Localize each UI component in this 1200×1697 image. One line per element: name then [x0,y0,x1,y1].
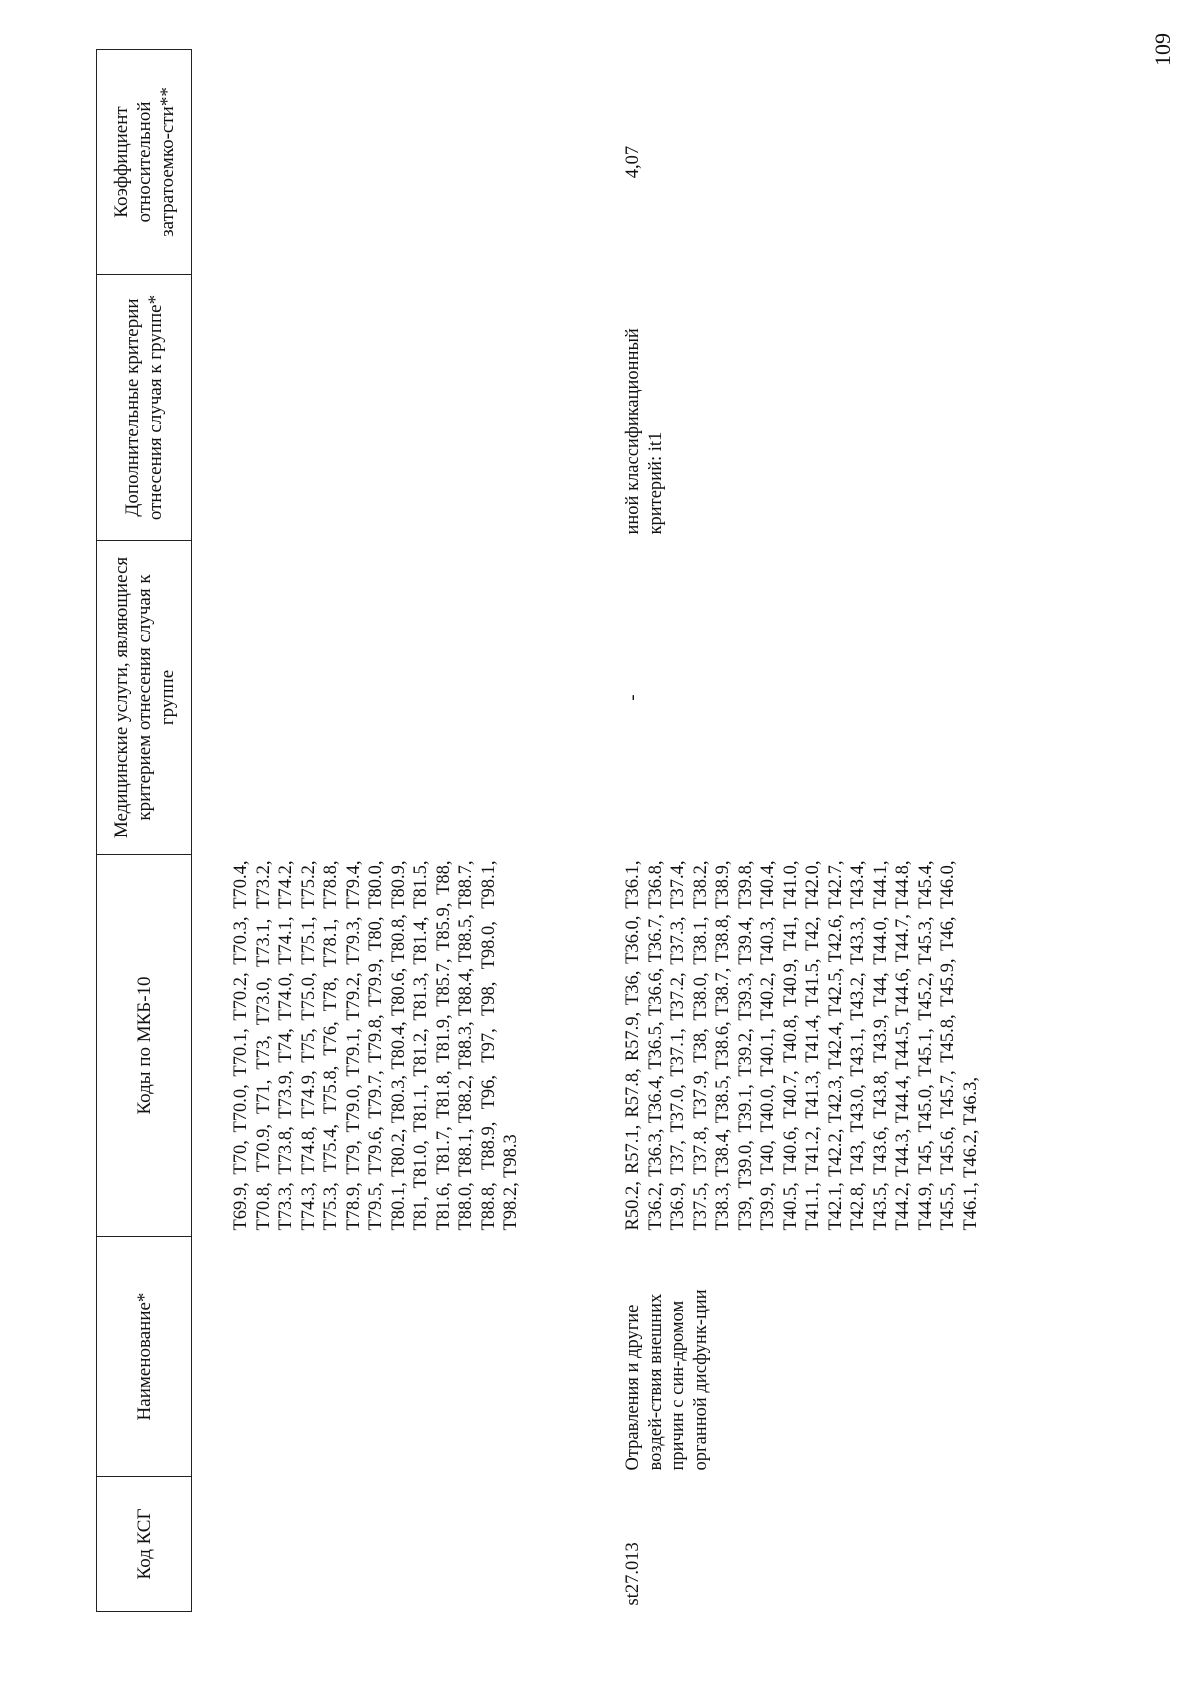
ksg-table [96,49,982,1612]
header-coefficient: Коэффициент относительной затратоемко-сти** [97,50,192,275]
cell-services [192,541,617,855]
cell-coefficient [192,50,617,275]
header-extra-criteria: Дополнительные критерии отнесения случая к группе* [97,275,192,541]
header-name: Наименование* [97,1237,192,1477]
cell-coefficient: 4,07 [623,145,643,179]
header-icd-codes: Коды по МКБ-10 [97,855,192,1237]
cell-name: Отравления и другие воздей-ствия внешних причин с син-дромом органной дисфунк-ции [623,1289,711,1471]
header-ksg-code: Код КСГ [97,1477,192,1612]
header-services: Медицинские услуги, являющиеся критерием отнесения случая к группе [97,541,192,855]
table-row [616,50,982,1612]
cell-icd-codes: T69.9, T70, T70.0, T70.1, T70.2, T70.3, T70.4, T70.8, T70.9, T71, T73, T73.0, T73.1, T73.2, T73.3, T73.8, T73.9, T74, T74.0, T74.1, T74.2, T74.3, T74.8, T74.9, T75, T75.0, T75.1, T75.2, T75.3, T75.4, T75.8, T76, T78, T78.1, T78.8, T78.9, T79, T79.0, T79.1, T79.2, T79.3, T79.4, T79.5, T79.6, T79.7, T79.8, T79.9, T80, T80.0, T80.1, T80.2, T80.3, T80.4, T80.6, T80.8, T80.9, T81, T81.0, T81.1, T81.2, T81.3, T81.4, T81.5, T81.6, T81.7, T81.8, T81.9, T85.7, T85.9, T88, T88.0, T88.1, T88.2, T88.3, T88.4, T88.5, T88.7, T88.8, T88.9, T96, T97, T98, T98.0, T98.1, T98.2, T98.3 [231,860,521,1231]
page-number: 109 [1150,33,1175,66]
cell-extra-criteria: иной классификационный критерий: it1 [623,328,666,535]
rotated-table-area [96,50,1200,1612]
cell-extra-criteria [192,275,617,541]
cell-icd-codes: R50.2, R57.1, R57.8, R57.9, T36, T36.0, T36.1, T36.2, T36.3, T36.4, T36.5, T36.6, T36.7, T36.8, T36.9, T37, T37.0, T37.1, T37.2, T37.3, T37.4, T37.5, T37.8, T37.9, T38, T38.0, T38.1, T38.2, T38.3, T38.4, T38.5, T38.6, T38.7, T38.8, T38.9, T39, T39.0, T39.1, T39.2, T39.3, T39.4, T39.8, T39.9, T40, T40.0, T40.1, T40.2, T40.3, T40.4, T40.5, T40.6, T40.7, T40.8, T40.9, T41, T41.0, T41.1, T41.2, T41.3, T41.4, T41.5, T42, T42.0, T42.1, T42.2, T42.3, T42.4, T42.5, T42.6, T42.7, T42.8, T43, T43.0, T43.1, T43.2, T43.3, T43.4, T43.5, T43.6, T43.8, T43.9, T44, T44.0, T44.1, T44.2, T44.3, T44.4, T44.5, T44.6, T44.7, T44.8, T44.9, T45, T45.0, T45.1, T45.2, T45.3, T45.4, T45.5, T45.6, T45.7, T45.8, T45.9, T46, T46.0, T46.1, T46.2, T46.3, [623,860,981,1231]
table-header-row [97,50,192,1612]
cell-ksg-code [192,1477,617,1612]
cell-ksg-code: st27.013 [623,1542,643,1606]
cell-name [192,1237,617,1477]
table-row [192,50,617,1612]
cell-services: - [623,694,643,701]
